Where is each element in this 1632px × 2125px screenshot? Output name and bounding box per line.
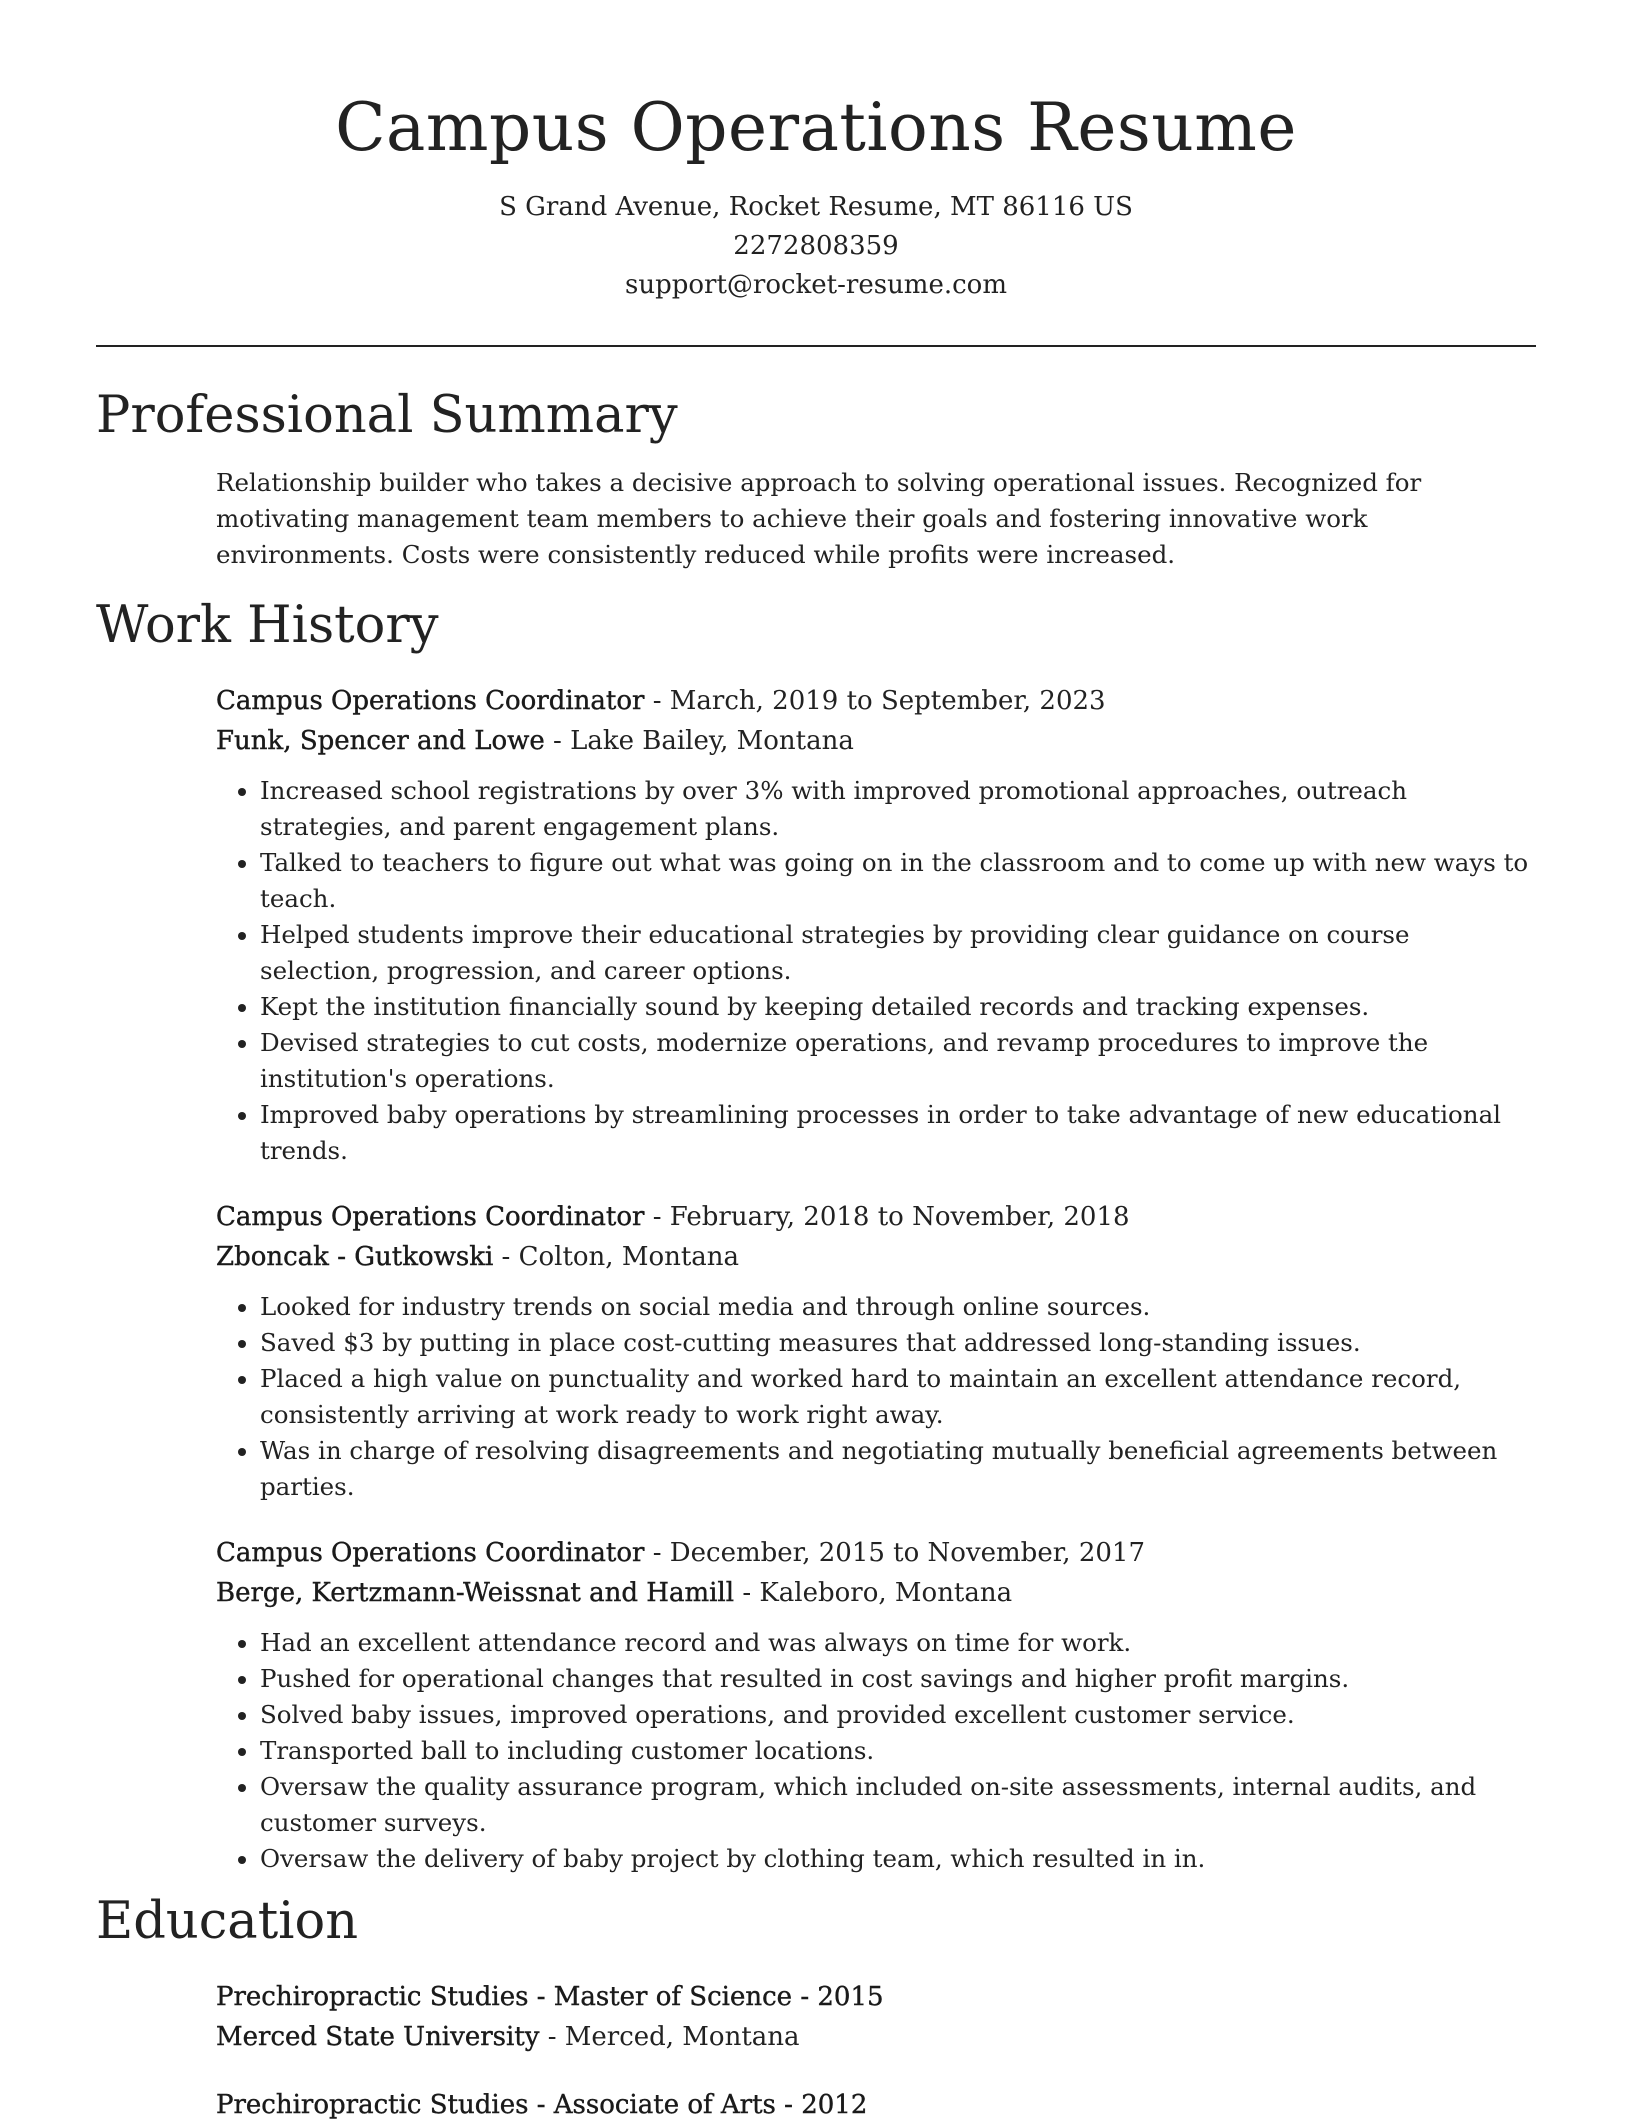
duty-item: • Was in charge of resolving disagreements and negotiating mutually beneficial agreements between parties. — [260, 1433, 1536, 1505]
duty-item: • Had an excellent attendance record and was always on time for work. — [260, 1625, 1536, 1661]
duty-item: • Increased school registrations by over 3% with improved promotional approaches, outreach strategies, and parent engagement plans. — [260, 773, 1536, 845]
job-company-line — [216, 721, 1536, 761]
header-divider — [96, 345, 1536, 347]
job-entry — [216, 681, 1536, 1169]
summary-heading: Professional Summary — [96, 386, 678, 445]
job-dates: - March, 2019 to September, 2023 — [644, 686, 1106, 716]
degree-text: Prechiropractic Studies - Associate of Arts - 2012 — [216, 2090, 868, 2120]
duty-item: • Saved $3 by putting in place cost-cutting measures that addressed long-standing issues. — [260, 1325, 1536, 1361]
duty-list — [216, 1289, 1536, 1505]
duty-list — [216, 1625, 1536, 1877]
duty-item: • Placed a high value on punctuality and worked hard to maintain an excellent attendance record, consistently arriving at work ready to work right away. — [260, 1361, 1536, 1433]
job-role: Campus Operations Coordinator — [216, 686, 645, 716]
resume-page — [96, 0, 1536, 2125]
job-location: - Colton, Montana — [493, 1242, 740, 1272]
degree-text: Prechiropractic Studies - Master of Science - 2015 — [216, 1982, 884, 2012]
school-line — [216, 2017, 1536, 2057]
duty-list — [216, 773, 1536, 1169]
job-title-line — [216, 1533, 1536, 1573]
degree-line — [216, 1977, 1536, 2017]
address-line: S Grand Avenue, Rocket Resume, MT 86116 US — [499, 192, 1133, 222]
email-line: support@rocket-resume.com — [624, 270, 1007, 300]
job-role: Campus Operations Coordinator — [216, 1538, 645, 1568]
school-location: - Merced, Montana — [539, 2022, 800, 2052]
phone-line: 2272808359 — [733, 231, 899, 261]
duty-item: • Transported ball to including customer locations. — [260, 1733, 1536, 1769]
contact-block — [96, 188, 1536, 305]
duty-item: • Looked for industry trends on social media and through online sources. — [260, 1289, 1536, 1325]
job-company: Berge, Kertzmann-Weissnat and Hamill — [216, 1578, 735, 1608]
resume-header — [96, 0, 1536, 305]
job-company-line — [216, 1573, 1536, 1613]
duty-item: • Solved baby issues, improved operations, and provided excellent customer service. — [260, 1697, 1536, 1733]
job-dates: - February, 2018 to November, 2018 — [644, 1202, 1130, 1232]
job-location: - Kaleboro, Montana — [734, 1578, 1013, 1608]
job-company-line — [216, 1237, 1536, 1277]
education-heading: Education — [96, 1892, 359, 1951]
duty-item: • Oversaw the quality assurance program, which included on-site assessments, internal audits, and customer surveys. — [260, 1769, 1536, 1841]
summary-section — [96, 383, 1536, 573]
duty-item: • Talked to teachers to figure out what was going on in the classroom and to come up with new ways to teach. — [260, 845, 1536, 917]
duty-item: • Kept the institution financially sound by keeping detailed records and tracking expenses. — [260, 989, 1536, 1025]
school-name: Merced State University — [216, 2022, 540, 2052]
resume-title: Campus Operations Resume — [335, 89, 1297, 166]
job-entry — [216, 1533, 1536, 1877]
education-section — [96, 1889, 1536, 2125]
summary-text: Relationship builder who takes a decisive approach to solving operational issues. Recognized for motivating management team members to achieve their goals and fostering innovative work environments. Costs were consistently reduced while profits were increased. — [216, 468, 1422, 569]
work-history-section — [96, 593, 1536, 1877]
duty-item: • Helped students improve their educational strategies by providing clear guidance on course selection, progression, and career options. — [260, 917, 1536, 989]
job-company: Zboncak - Gutkowski — [216, 1242, 494, 1272]
job-title-line — [216, 1197, 1536, 1237]
job-company: Funk, Spencer and Lowe — [216, 726, 545, 756]
degree-line — [216, 2085, 1536, 2125]
education-entry — [216, 2085, 1536, 2125]
work-history-heading: Work History — [96, 596, 439, 655]
job-role: Campus Operations Coordinator — [216, 1202, 645, 1232]
job-title-line — [216, 681, 1536, 721]
job-dates: - December, 2015 to November, 2017 — [644, 1538, 1145, 1568]
education-entry — [216, 1977, 1536, 2057]
job-entry — [216, 1197, 1536, 1505]
job-location: - Lake Bailey, Montana — [544, 726, 854, 756]
duty-item: • Pushed for operational changes that resulted in cost savings and higher profit margins. — [260, 1661, 1536, 1697]
duty-item: • Improved baby operations by streamlining processes in order to take advantage of new educational trends. — [260, 1097, 1536, 1169]
duty-item: • Oversaw the delivery of baby project by clothing team, which resulted in in. — [260, 1841, 1536, 1877]
duty-item: • Devised strategies to cut costs, modernize operations, and revamp procedures to improve the institution's operations. — [260, 1025, 1536, 1097]
